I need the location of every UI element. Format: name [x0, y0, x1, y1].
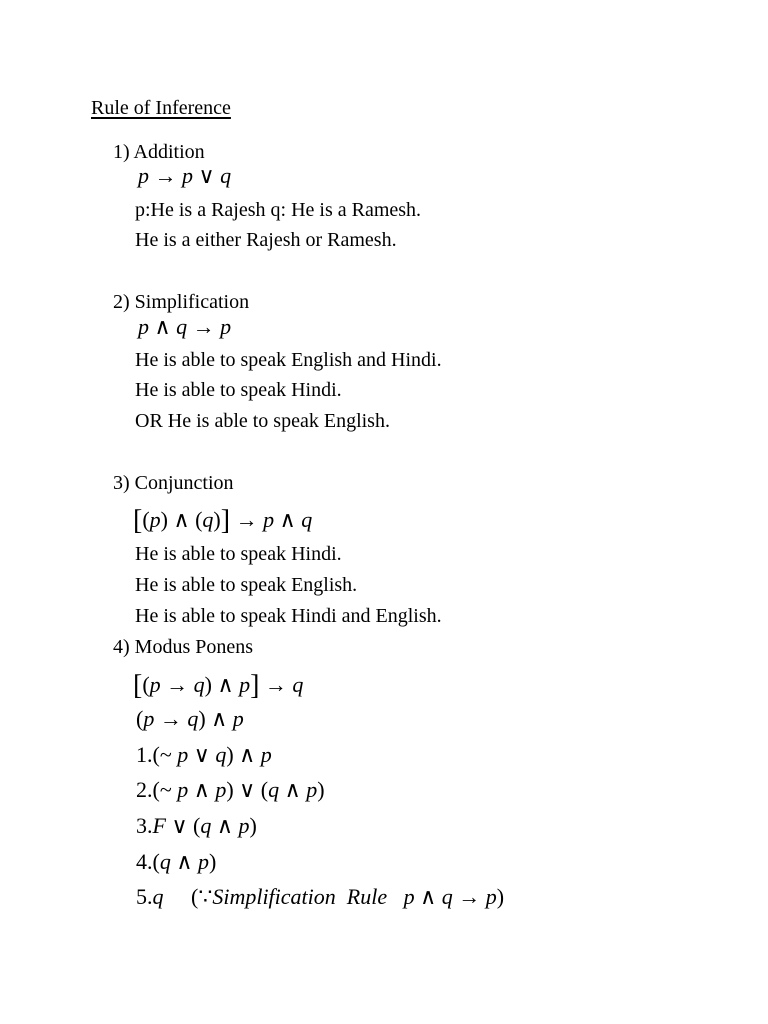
rule-2-line-2: He is able to speak Hindi.: [135, 379, 342, 401]
rule-4-step-2: 2.(~ p ∧ p) ∨ (q ∧ p): [136, 777, 325, 802]
rule-2-line-3: OR He is able to speak English.: [135, 410, 390, 432]
rule-4-formula: [(p → q) ∧ p] → q: [133, 670, 304, 701]
rule-1-heading: 1) Addition: [113, 141, 205, 163]
rule-3-formula: [(p) ∧ (q)] → p ∧ q: [133, 505, 313, 536]
rule-2-heading: 2) Simplification: [113, 291, 250, 313]
rule-1-formula: p → p ∨ q: [138, 163, 232, 188]
rule-4-heading: 4) Modus Ponens: [113, 636, 254, 658]
rule-3-line-3: He is able to speak Hindi and English.: [135, 605, 442, 627]
rule-1-line-1: p:He is a Rajesh q: He is a Ramesh.: [135, 199, 422, 221]
rule-4-step-5: 5.q (∵Simplification Rule p ∧ q → p): [136, 884, 505, 909]
rule-3-line-2: He is able to speak English.: [135, 574, 358, 596]
rule-2-line-1: He is able to speak English and Hindi.: [135, 349, 442, 371]
rule-4-step-3: 3.F ∨ (q ∧ p): [136, 813, 257, 838]
rule-4-step-0: (p → q) ∧ p: [136, 706, 244, 731]
rule-4-step-4: 4.(q ∧ p): [136, 849, 217, 874]
rule-4-step-1: 1.(~ p ∨ q) ∧ p: [136, 742, 272, 767]
rule-3-heading: 3) Conjunction: [113, 472, 234, 494]
rule-1-line-2: He is a either Rajesh or Ramesh.: [135, 229, 397, 251]
rule-3-line-1: He is able to speak Hindi.: [135, 543, 342, 565]
rule-2-formula: p ∧ q → p: [138, 314, 232, 339]
page-title: Rule of Inference: [91, 97, 231, 119]
